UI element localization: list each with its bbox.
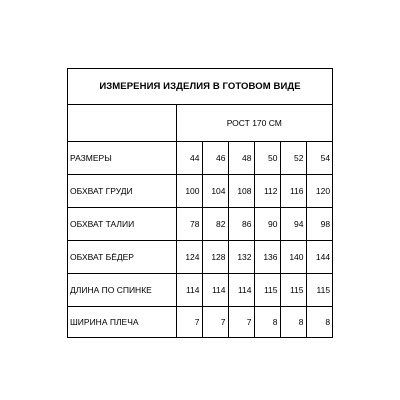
growth-row — [68, 105, 332, 141]
table-cell: 8 — [306, 306, 332, 337]
table-cell: 115 — [280, 273, 306, 306]
table-cell: 90 — [254, 207, 280, 240]
header-blank-cell — [68, 105, 176, 141]
table-cell: 86 — [228, 207, 254, 240]
table-cell: 44 — [176, 141, 202, 174]
table-cell: 114 — [228, 273, 254, 306]
table-cell: 104 — [202, 174, 228, 207]
row-label-shoulder-width: ШИРИНА ПЛЕЧА — [68, 306, 176, 337]
table-cell: 8 — [254, 306, 280, 337]
table-cell: 52 — [280, 141, 306, 174]
table-cell: 82 — [202, 207, 228, 240]
measurements-table — [68, 105, 332, 337]
table-cell: 7 — [176, 306, 202, 337]
table-cell: 124 — [176, 240, 202, 273]
row-label-chest: ОБХВАТ ГРУДИ — [68, 174, 176, 207]
table-cell: 48 — [228, 141, 254, 174]
table-row — [68, 273, 332, 306]
growth-label: РОСТ 170 СМ — [176, 105, 332, 141]
table-cell: 7 — [202, 306, 228, 337]
table-cell: 50 — [254, 141, 280, 174]
row-label-hips: ОБХВАТ БЁДЕР — [68, 240, 176, 273]
table-row — [68, 207, 332, 240]
row-label-sizes: РАЗМЕРЫ — [68, 141, 176, 174]
table-cell: 98 — [306, 207, 332, 240]
table-cell: 144 — [306, 240, 332, 273]
table-cell: 7 — [228, 306, 254, 337]
row-label-waist: ОБХВАТ ТАЛИИ — [68, 207, 176, 240]
table-cell: 116 — [280, 174, 306, 207]
table-cell: 114 — [202, 273, 228, 306]
table-cell: 128 — [202, 240, 228, 273]
table-cell: 112 — [254, 174, 280, 207]
table-cell: 140 — [280, 240, 306, 273]
table-cell: 94 — [280, 207, 306, 240]
table-cell: 108 — [228, 174, 254, 207]
table-cell: 132 — [228, 240, 254, 273]
table-cell: 136 — [254, 240, 280, 273]
table-row — [68, 141, 332, 174]
table-cell: 100 — [176, 174, 202, 207]
table-cell: 54 — [306, 141, 332, 174]
row-label-back-length: ДЛИНА ПО СПИНКЕ — [68, 273, 176, 306]
table-cell: 78 — [176, 207, 202, 240]
table-row — [68, 240, 332, 273]
table-row — [68, 306, 332, 337]
sheet-title: ИЗМЕРЕНИЯ ИЗДЕЛИЯ В ГОТОВОМ ВИДЕ — [68, 69, 332, 105]
table-cell: 8 — [280, 306, 306, 337]
table-row — [68, 174, 332, 207]
table-cell: 115 — [254, 273, 280, 306]
table-cell: 115 — [306, 273, 332, 306]
table-cell: 120 — [306, 174, 332, 207]
table-cell: 114 — [176, 273, 202, 306]
table-cell: 46 — [202, 141, 228, 174]
measurements-sheet — [67, 68, 333, 338]
